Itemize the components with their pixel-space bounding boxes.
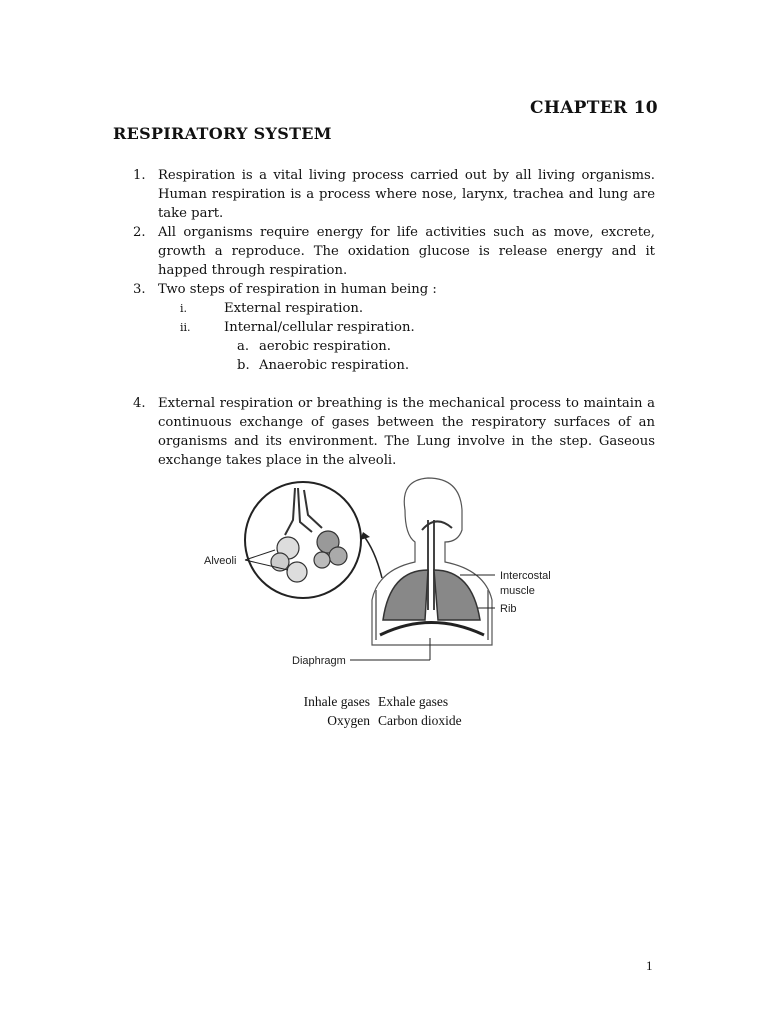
- arrow-indicator: [363, 535, 382, 578]
- label-muscle: muscle: [500, 585, 535, 597]
- sub-sub-item-number: b.: [237, 358, 250, 373]
- item-text: All organisms require energy for life activities such as move, excrete, growth a reproduce. The oxidation glucose is release energy and it happed through respiration.: [158, 225, 655, 278]
- torso-illustration: [372, 478, 492, 645]
- item-number: 3.: [133, 282, 146, 297]
- label-alveoli: Alveoli: [204, 555, 237, 567]
- sub-item-number: ii.: [180, 321, 191, 334]
- item-text: External respiration or breathing is the mechanical process to maintain a continuous exchange of gases between the respiratory surfaces of an organisms and its environment. The Lung involve in the step. Gaseous exchange takes place in the alveoli.: [158, 396, 655, 468]
- item-text: Respiration is a vital living process carried out by all living organisms. Human respiration is a process where nose, larynx, trachea and lung are take part.: [158, 168, 655, 221]
- label-rib: Rib: [500, 603, 517, 615]
- page-number: 1: [646, 958, 653, 973]
- exhale-value: Carbon dioxide: [378, 713, 462, 728]
- exhale-label: Exhale gases: [378, 694, 449, 709]
- inhale-label: Inhale gases: [303, 694, 370, 709]
- sub-sub-item-a: [237, 337, 655, 356]
- sub-sub-item-number: a.: [237, 339, 250, 354]
- chapter-title: RESPIRATORY SYSTEM: [113, 124, 332, 143]
- content-list: [133, 166, 655, 470]
- label-diaphragm: Diaphragm: [292, 655, 346, 667]
- alveoli-magnified-view: [245, 482, 361, 598]
- item-number: 2.: [133, 225, 146, 240]
- sub-item-text: External respiration.: [224, 301, 364, 316]
- list-item-3: [133, 280, 655, 299]
- list-item-4: [133, 394, 655, 470]
- sub-item-i: [180, 299, 655, 318]
- sub-item-number: i.: [180, 302, 188, 315]
- list-item-2: [133, 223, 655, 280]
- sub-sub-item-text: aerobic respiration.: [259, 339, 391, 354]
- item-text: Two steps of respiration in human being :: [158, 282, 437, 297]
- label-intercostal: Intercostal: [500, 570, 551, 582]
- gas-exchange-table: [292, 692, 462, 730]
- sub-sub-item-b: [237, 356, 655, 375]
- respiratory-system-diagram: [200, 470, 560, 680]
- sub-item-text: Internal/cellular respiration.: [224, 320, 415, 335]
- list-item-1: [133, 166, 655, 223]
- inhale-value: Oxygen: [327, 713, 370, 728]
- sub-item-ii: [180, 318, 655, 337]
- item-number: 1.: [133, 168, 146, 183]
- chapter-number: CHAPTER 10: [530, 98, 658, 118]
- item-number: 4.: [133, 396, 146, 411]
- sub-sub-item-text: Anaerobic respiration.: [259, 358, 410, 373]
